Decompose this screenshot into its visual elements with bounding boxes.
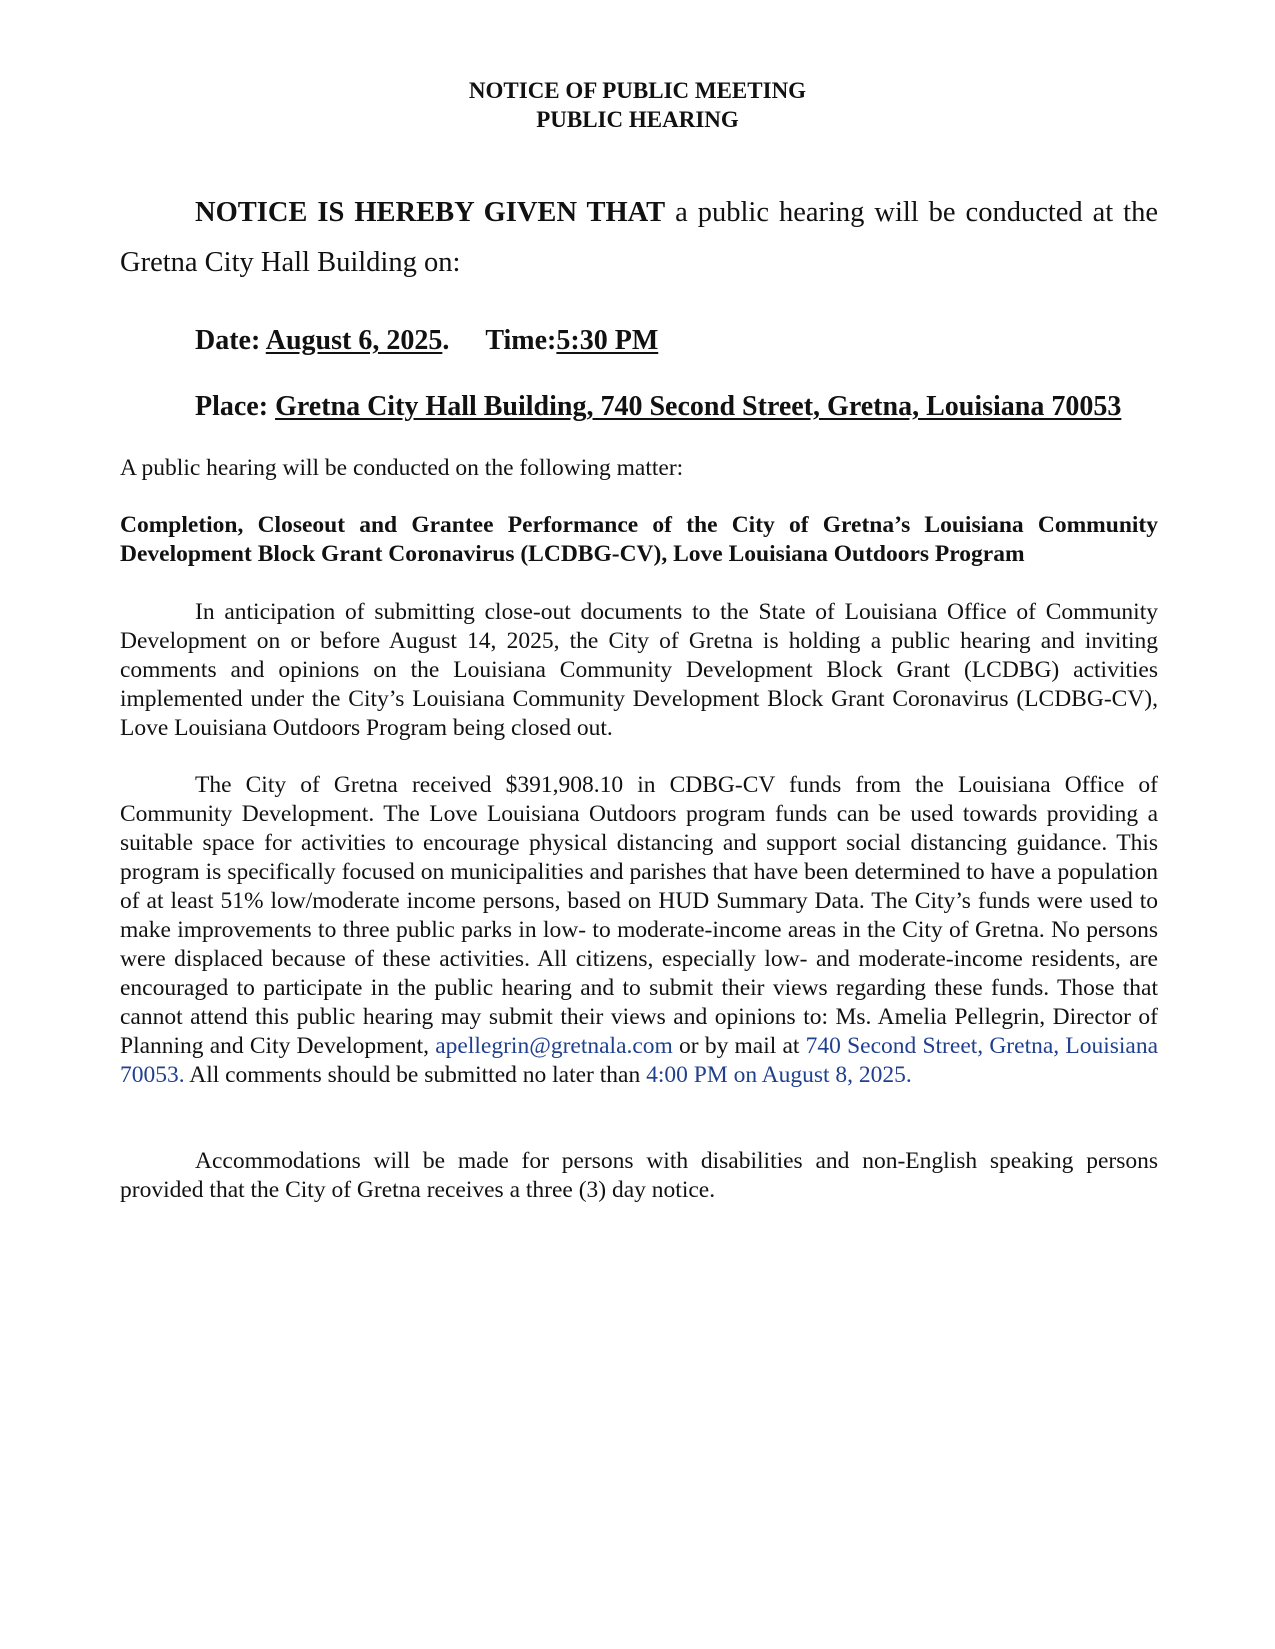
meeting-date-time: Date: August 6, 2025. Time:5:30 PM xyxy=(195,325,659,356)
intro-text: a public hearing will be conducted at the Gretna City Hall Building on: xyxy=(120,197,1158,278)
matter-intro: A public hearing will be conducted on the following matter: xyxy=(120,455,684,481)
time-label: Time: xyxy=(485,325,557,356)
deadline-text: All comments should be submitted no later than xyxy=(189,1062,641,1088)
funds-paragraph xyxy=(120,771,1158,1090)
meeting-place xyxy=(195,391,1121,423)
comment-deadline: 4:00 PM on August 8, 2025. xyxy=(646,1062,912,1088)
contact-email-link[interactable]: apellegrin@gretnala.com xyxy=(435,1033,673,1059)
intro-paragraph xyxy=(120,188,1158,288)
intro-lead: NOTICE IS HEREBY GIVEN THAT xyxy=(195,197,666,228)
header-title: NOTICE OF PUBLIC MEETING xyxy=(468,78,807,103)
date-label: Date: xyxy=(195,325,261,356)
time-value: 5:30 PM xyxy=(556,325,659,356)
mailing-address: 740 Second Street, Gretna, Louisiana 70053. xyxy=(120,1033,1159,1088)
mail-text: or by mail at xyxy=(679,1033,800,1059)
place-label: Place: xyxy=(195,391,269,422)
closeout-text: In anticipation of submitting close-out documents to the State of Louisiana Office of Community Development on or before August 14, 2025, the City of Gretna is holding a public hearing and inviting comments and opinions on the Louisiana Community Development Block Grant (LCDBG) activities implemented under the City’s Louisiana Community Development Block Grant Coronavirus (LCDBG-CV), Love Louisiana Outdoors Program being closed out. xyxy=(120,599,1158,741)
hearing-subject: Completion, Closeout and Grantee Performance of the City of Gretna’s Louisiana Community Development Block Grant Coronavirus (LCDBG-CV), Love Louisiana Outdoors Program xyxy=(120,512,1158,567)
place-value: Gretna City Hall Building, 740 Second Street, Gretna, Louisiana 70053 xyxy=(275,391,1122,422)
notice-header xyxy=(0,76,1275,134)
header-subtitle: PUBLIC HEARING xyxy=(536,107,739,132)
closeout-paragraph xyxy=(120,598,1158,743)
accommodations-paragraph xyxy=(120,1147,1158,1205)
funds-text: The City of Gretna received $391,908.10 in CDBG-CV funds from the Louisiana Office of Community Development. The Love Louisiana Outdoors program funds can be used towards providing a suitable space for activities to encourage physical distancing and support social distancing guidance. This program is specifically focused on municipalities and parishes that have been determined to have a population of at least 51% low/moderate income persons, based on HUD Summary Data. The City’s funds were used to make improvements to three public parks in low- to moderate-income areas in the City of Gretna. No persons were displaced because of these activities. All citizens, especially low- and moderate-income residents, are encouraged to participate in the public hearing and to submit their views regarding these funds. Those that cannot attend this public hearing may submit their views and opinions to: Ms. Amelia Pellegrin, Director of Planning and City Development, xyxy=(120,772,1158,1059)
accommodations-text: Accommodations will be made for persons with disabilities and non-English speaking persons provided that the City of Gretna receives a three (3) day notice. xyxy=(120,1148,1158,1203)
date-value: August 6, 2025 xyxy=(265,325,443,356)
